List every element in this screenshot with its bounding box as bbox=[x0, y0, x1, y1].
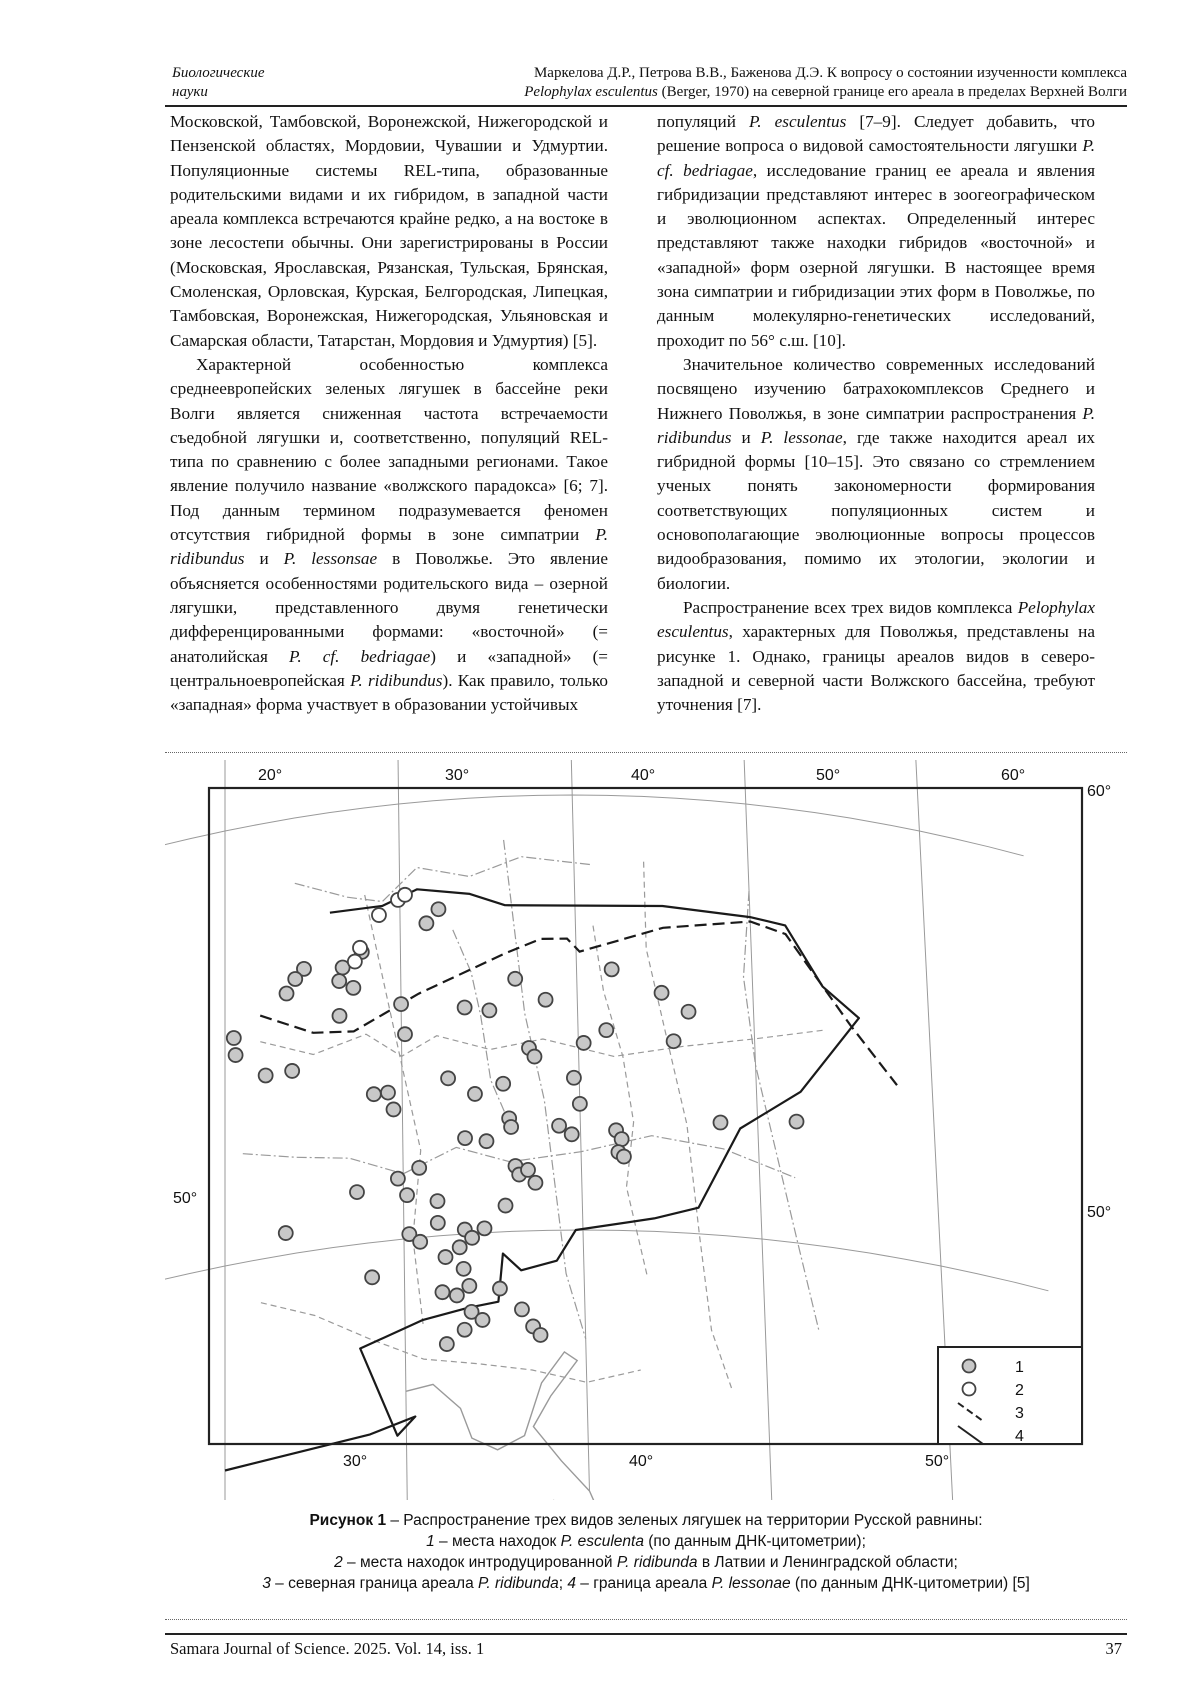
admin-boundary bbox=[295, 857, 592, 902]
map-frame bbox=[209, 788, 1082, 1444]
italic-run: 3 bbox=[262, 1575, 271, 1592]
esculenta-find-point bbox=[667, 1034, 681, 1048]
esculenta-find-point bbox=[457, 1262, 471, 1276]
citation-rest: (Berger, 1970) на северной границе его ареала в пределах Верхней Волги bbox=[657, 84, 1127, 100]
italic-run: P. cf. bedriagae bbox=[289, 646, 431, 666]
esculenta-find-point bbox=[477, 1221, 491, 1235]
italic-run: P. lessonsae bbox=[283, 549, 378, 569]
running-head-section bbox=[172, 64, 265, 102]
esculenta-find-point bbox=[350, 1185, 364, 1199]
latitude-label-right: 50° bbox=[1087, 1204, 1112, 1221]
map-legend bbox=[938, 1347, 1082, 1445]
text-run: и bbox=[244, 549, 284, 569]
esculenta-find-point bbox=[332, 1009, 346, 1023]
esculenta-find-point bbox=[605, 962, 619, 976]
esculenta-find-point bbox=[394, 997, 408, 1011]
base-map-layer bbox=[165, 760, 1048, 1500]
figure-caption bbox=[165, 1510, 1127, 1594]
esculenta-find-point bbox=[365, 1270, 379, 1284]
text-run: Распространение всех трех видов комплекса bbox=[683, 597, 1018, 617]
esculenta-find-point bbox=[391, 1172, 405, 1186]
legend-key-label: 1 bbox=[1015, 1359, 1024, 1376]
esculenta-find-point bbox=[493, 1282, 507, 1296]
italic-run: 2 bbox=[334, 1554, 343, 1571]
longitude-label-top: 30° bbox=[445, 767, 470, 784]
paragraph bbox=[657, 596, 1095, 717]
citation-line-2 bbox=[395, 83, 1127, 102]
caption-legend-line bbox=[165, 1531, 1127, 1552]
ridibunda-find-point bbox=[353, 941, 367, 955]
esculenta-find-point bbox=[259, 1068, 273, 1082]
caption-label: Рисунок 1 bbox=[309, 1512, 387, 1529]
esculenta-find-point bbox=[552, 1119, 566, 1133]
esculenta-find-point bbox=[655, 986, 669, 1000]
esculenta-find-point bbox=[567, 1071, 581, 1085]
legend-key-label: 4 bbox=[1015, 1428, 1024, 1445]
italic-run: P. ridibunda bbox=[616, 1554, 698, 1571]
esculenta-find-point bbox=[482, 1003, 496, 1017]
esculenta-find-point bbox=[400, 1188, 414, 1202]
text-run: – места находок интродуцированной bbox=[342, 1554, 617, 1571]
esculenta-find-point bbox=[280, 987, 294, 1001]
text-run: и bbox=[731, 427, 761, 447]
longitude-label-top: 60° bbox=[1001, 767, 1026, 784]
running-head-citation bbox=[395, 64, 1127, 102]
esculenta-find-point bbox=[398, 1027, 412, 1041]
text-run: – места находок bbox=[434, 1533, 561, 1550]
longitude-label-top: 50° bbox=[816, 767, 841, 784]
esculenta-find-point bbox=[227, 1031, 241, 1045]
esculenta-find-point bbox=[419, 916, 433, 930]
esculenta-find-point bbox=[577, 1036, 591, 1050]
citation-line-1: Маркелова Д.Р., Петрова В.В., Баженова Д.Э. К вопросу о состоянии изученности комплекса bbox=[533, 65, 1127, 81]
esculenta-find-point bbox=[468, 1087, 482, 1101]
legend-key-label: 3 bbox=[1015, 1405, 1024, 1422]
esculenta-find-point bbox=[346, 981, 360, 995]
esculenta-find-point bbox=[521, 1163, 535, 1177]
legend-key-label: 2 bbox=[1015, 1382, 1024, 1399]
text-run: ) и «западной» (= центральноевропейская bbox=[170, 646, 608, 690]
latitude-label-left: 50° bbox=[173, 1190, 198, 1207]
esculenta-find-point bbox=[458, 1131, 472, 1145]
esculenta-find-point bbox=[288, 972, 302, 986]
paragraph bbox=[657, 353, 1095, 596]
italic-run: P. lessonae bbox=[711, 1575, 791, 1592]
esculenta-find-point bbox=[413, 1235, 427, 1249]
citation-species: Pelophylax esculentus bbox=[524, 84, 658, 100]
esculenta-find-point bbox=[458, 1000, 472, 1014]
admin-boundary bbox=[744, 891, 820, 1332]
esculenta-find-point bbox=[617, 1150, 631, 1164]
esculenta-find-point bbox=[504, 1120, 518, 1134]
italic-run: P. lessonae bbox=[760, 427, 843, 447]
esculenta-find-point bbox=[479, 1134, 493, 1148]
italic-run: P. cf. bedriagae bbox=[657, 136, 1095, 180]
esculenta-find-point bbox=[573, 1097, 587, 1111]
longitude-label-top: 40° bbox=[631, 767, 656, 784]
esculenta-find-point bbox=[515, 1302, 529, 1316]
text-run: Московской, Тамбовской, Воронежской, Нижегородской и Пензенской областях, Мордовии, Чувашии и Удмуртии. Популяционные системы REL-типа, образованные родительскими видами и их гибридом, в западной части ареала комплекса встречаются крайне редко, а на востоке в зоне лесостепи обычны. Они зарегистрированы в России (Московская, Ярославская, Рязанская, Тульская, Брянская, Смоленская, Орловская, Курская, Белгородская, Липецкая, Тамбовская, Воронежская, Нижегородская, Ульяновская и Самарская области, Татарстан, Мордовия и Удмуртия) [5]. bbox=[170, 112, 608, 350]
esculenta-find-point bbox=[412, 1161, 426, 1175]
text-run: (по данным ДНК-цитометрии); bbox=[643, 1533, 866, 1550]
esculenta-find-point bbox=[465, 1231, 479, 1245]
paragraph bbox=[170, 353, 608, 717]
figure-bottom-rule bbox=[165, 1619, 1127, 1620]
text-column-right bbox=[657, 110, 1095, 717]
text-run: , исследование границ ее ареала и явления гибридизации представляют интерес в зоогеографическом и эволюционном аспектах. Определенный интерес представляют также находки гибридов «восточной» и «западной» форм озерной лягушки. В настоящее время зона симпатрии и гибридизации этих форм в Поволжье, по данным молекулярно-генетических исследований, проходит по 56° с.ш. [10]. bbox=[657, 160, 1095, 350]
figure-top-rule bbox=[165, 752, 1127, 753]
esculenta-find-point bbox=[458, 1323, 472, 1337]
longitude-label-top: 20° bbox=[258, 767, 283, 784]
ridibunda-find-point bbox=[398, 888, 412, 902]
parallel-line bbox=[165, 795, 1024, 856]
text-run: ). Как правило, только «западная» форма участвует в образовании устойчивых bbox=[170, 670, 609, 715]
esculenta-find-point bbox=[790, 1115, 804, 1129]
text-run: Значительное количество современных исследований посвящено изучению батрахокомплексов Среднего и Нижнего Поволжья, в зоне симпатрии распространения bbox=[657, 354, 1095, 423]
longitude-label-bottom: 40° bbox=[629, 1453, 654, 1470]
caption-legend-line bbox=[165, 1573, 1127, 1594]
text-run: , характерных для Поволжья, представлены на рисунке 1. Однако, границы ареалов видов в северо-западной и северной части Волжского бассейна, требуют уточнения [7]. bbox=[657, 622, 1095, 715]
paragraph bbox=[170, 110, 608, 353]
esculenta-find-point bbox=[367, 1087, 381, 1101]
esculenta-find-point bbox=[430, 1194, 444, 1208]
esculenta-find-point bbox=[476, 1313, 490, 1327]
esculenta-find-point bbox=[527, 1050, 541, 1064]
figure-map bbox=[165, 760, 1127, 1500]
esculenta-find-point bbox=[599, 1023, 613, 1037]
ridibunda-find-point bbox=[372, 908, 386, 922]
esculenta-find-point bbox=[387, 1102, 401, 1116]
esculenta-find-point bbox=[534, 1328, 548, 1342]
esculenta-find-point bbox=[565, 1127, 579, 1141]
admin-boundary bbox=[260, 1030, 824, 1056]
esculenta-find-point bbox=[381, 1086, 395, 1100]
text-run: в Латвии и Ленинградской области; bbox=[697, 1554, 958, 1571]
esculenta-find-point bbox=[431, 1216, 445, 1230]
esculenta-find-point bbox=[539, 993, 553, 1007]
text-run: – граница ареала bbox=[576, 1575, 712, 1592]
text-run: [7–9]. Следует добавить, что решение вопроса о видовой самостоятельности лягушки bbox=[657, 112, 1096, 156]
esculenta-find-point bbox=[508, 972, 522, 986]
map-svg bbox=[165, 760, 1127, 1500]
italic-run: P. esculenta bbox=[560, 1533, 644, 1550]
admin-boundary bbox=[593, 926, 647, 1275]
meridian-line bbox=[568, 760, 590, 1491]
text-column-left bbox=[170, 110, 608, 717]
footer-rule bbox=[165, 1633, 1127, 1635]
esculenta-find-point bbox=[615, 1132, 629, 1146]
esculenta-find-point bbox=[440, 1337, 454, 1351]
paragraph bbox=[657, 110, 1095, 353]
meridian-line bbox=[396, 760, 407, 1500]
italic-run: Pelophylax esculentus bbox=[657, 597, 1095, 642]
ridibunda-find-point bbox=[348, 955, 362, 969]
coastline bbox=[406, 1352, 609, 1500]
caption-title: – Распространение трех видов зеленых лягушек на территории Русской равнины: bbox=[386, 1512, 983, 1529]
text-run: ; bbox=[558, 1575, 568, 1592]
esculenta-find-point bbox=[499, 1199, 513, 1213]
parallel-line bbox=[165, 1230, 1048, 1291]
esculenta-find-point bbox=[285, 1064, 299, 1078]
esculenta-find-point bbox=[713, 1116, 727, 1130]
meridian-line bbox=[739, 760, 771, 1500]
esculenta-find-point bbox=[229, 1048, 243, 1062]
text-run: (по данным ДНК-цитометрии) [5] bbox=[790, 1575, 1030, 1592]
text-run: – северная граница ареала bbox=[270, 1575, 479, 1592]
longitude-label-bottom: 30° bbox=[343, 1453, 368, 1470]
italic-run: P. ridibunda bbox=[478, 1575, 559, 1592]
esculenta-find-point bbox=[332, 974, 346, 988]
longitude-label-bottom: 50° bbox=[925, 1453, 950, 1470]
caption-title-line bbox=[165, 1510, 1127, 1531]
latitude-label-right: 60° bbox=[1087, 783, 1112, 800]
text-run: популяций bbox=[657, 112, 749, 131]
italic-run: P. esculentus bbox=[749, 112, 847, 131]
esculenta-find-point bbox=[496, 1077, 510, 1091]
esculenta-find-point bbox=[439, 1250, 453, 1264]
esculenta-find-point bbox=[462, 1279, 476, 1293]
esculenta-find-point bbox=[453, 1240, 467, 1254]
esculenta-find-point bbox=[279, 1226, 293, 1240]
text-run: , где также находится ареал их гибридной формы [10–15]. Это связано со стремлением ученых понять закономерности формирования соответствующих популяционных систем и основополагающие эволюционные вопросы процессов видообразования, помимо их этологии, экологии и биологии. bbox=[657, 427, 1095, 593]
italic-run: 4 bbox=[567, 1575, 576, 1592]
esculenta-find-point bbox=[441, 1071, 455, 1085]
legend-box bbox=[938, 1347, 1082, 1444]
esculenta-find-point bbox=[450, 1288, 464, 1302]
legend-open-circle-icon bbox=[963, 1383, 976, 1396]
page-number: 37 bbox=[1105, 1639, 1122, 1658]
italic-run: P. ridibundus bbox=[657, 403, 1095, 447]
legend-filled-circle-icon bbox=[963, 1360, 976, 1373]
section-line-2: науки bbox=[172, 84, 208, 100]
italic-run: P. ridibundus bbox=[350, 670, 443, 690]
esculenta-find-point bbox=[682, 1005, 696, 1019]
italic-run: P. ridibundus bbox=[170, 525, 608, 569]
caption-legend-line bbox=[165, 1552, 1127, 1573]
text-run: Характерной особенностью комплекса среднеевропейских зеленых лягушек в бассейне реки Волги является сниженная частота встречаемости съедобной лягушки и, соответственно, популяций REL-типа по сравнению с более западными регионами. Такое явление получило название «волжского парадокса» [6; 7]. Под данным термином подразумевается феномен отсутствия гибридной формы в зоне симпатрии bbox=[170, 354, 608, 545]
text-run: в Поволжье. Это явление объясняется особенностями родительского вида – озерной лягушки, представленного двумя генетически дифференцированными формами: «восточной» (= анатолийская bbox=[170, 549, 609, 666]
esculenta-find-point bbox=[528, 1176, 542, 1190]
points-layer bbox=[227, 888, 804, 1351]
journal-name: Samara Journal of Science. 2025. Vol. 14, iss. 1 bbox=[170, 1639, 485, 1658]
header-rule bbox=[165, 105, 1127, 107]
italic-run: 1 bbox=[426, 1533, 435, 1550]
esculenta-find-point bbox=[431, 902, 445, 916]
esculenta-find-point bbox=[435, 1285, 449, 1299]
section-line-1: Биологические bbox=[172, 65, 265, 81]
